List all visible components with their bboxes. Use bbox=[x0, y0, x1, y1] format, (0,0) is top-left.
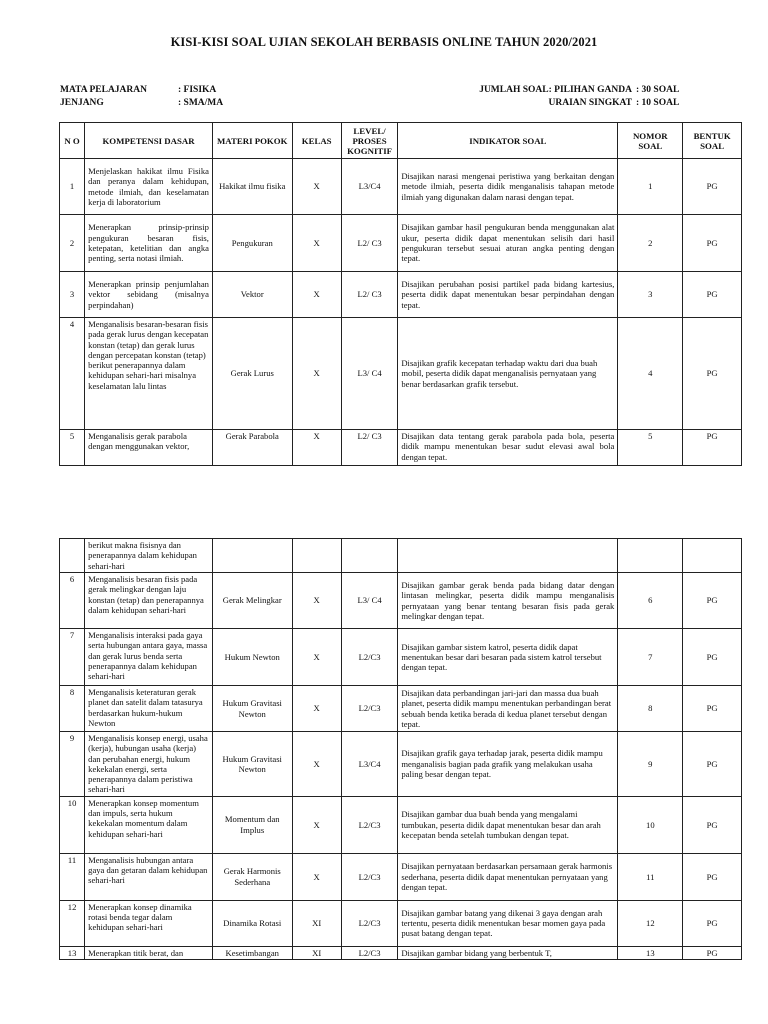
row-kompetensi: berikut makna fisisnya dan penerapannya dalam kehidupan sehari-hari bbox=[85, 539, 213, 573]
row-level: L3/C4 bbox=[341, 732, 398, 797]
row-bentuk: PG bbox=[683, 629, 742, 686]
row-kompetensi: Menganalisis hubungan antara gaya dan getaran dalam kehidupan sehari-hari bbox=[85, 853, 213, 900]
row-bentuk: PG bbox=[683, 430, 742, 466]
header-bentuk: BENTUK SOAL bbox=[683, 123, 742, 159]
row-nomor: 3 bbox=[618, 272, 683, 318]
table-row bbox=[60, 796, 742, 853]
row-no: 13 bbox=[60, 946, 85, 959]
row-kompetensi: Menerapkan konsep momentum dan impuls, serta hukum kekekalan momentum dalam kehidupan sehari-hari bbox=[85, 796, 213, 853]
row-bentuk: PG bbox=[683, 946, 742, 959]
row-level: L3/ C4 bbox=[341, 573, 398, 629]
row-kompetensi: Menganalisis interaksi pada gaya serta hubungan antara gaya, massa dan gerak lurus benda serta penerapannya dalam kehidupan sehari-hari bbox=[85, 629, 213, 686]
meta-right bbox=[472, 84, 679, 110]
row-kompetensi: Menganalisis gerak parabola dengan menggunakan vektor, bbox=[85, 430, 213, 466]
header-materi: MATERI POKOK bbox=[212, 123, 292, 159]
table-row bbox=[60, 732, 742, 797]
row-materi: Dinamika Rotasi bbox=[212, 900, 292, 946]
subject-value: : FISIKA bbox=[178, 85, 217, 95]
kisi-table-page1 bbox=[59, 122, 742, 466]
table-row bbox=[60, 900, 742, 946]
row-bentuk: PG bbox=[683, 272, 742, 318]
row-indikator: Disajikan perubahan posisi partikel pada bidang kartesius, peserta didik dapat menentukan besar perpindahan dengan tepat. bbox=[398, 272, 618, 318]
row-level: L2/ C3 bbox=[341, 215, 398, 272]
row-no: 3 bbox=[60, 272, 85, 318]
row-indikator: Disajikan narasi mengenai peristiwa yang berkaitan dengan metode ilmiah, peserta didik menganalisis tahapan metode ilmiah yang digunakan dalam narasi dengan tepat. bbox=[398, 159, 618, 215]
row-materi: Hukum Newton bbox=[212, 629, 292, 686]
essay-label: URAIAN SINGKAT bbox=[548, 98, 632, 108]
row-kelas bbox=[292, 539, 341, 573]
row-materi: Momentum dan Implus bbox=[212, 796, 292, 853]
row-materi bbox=[212, 539, 292, 573]
row-kompetensi: Menjelaskan hakikat ilmu Fisika dan peranya dalam kehidupan, metode ilmiah, dan keselamatan kerja di laboratorium bbox=[85, 159, 213, 215]
row-level: L2/C3 bbox=[341, 629, 398, 686]
row-indikator: Disajikan grafik kecepatan terhadap waktu dari dua buah mobil, peserta didik dapat menganalisis pernyataan yang benar berdasarkan grafik tersebut. bbox=[398, 318, 618, 430]
row-nomor: 10 bbox=[618, 796, 683, 853]
row-kompetensi: Menerapkan prinsip penjumlahan vektor sebidang (misalnya perpindahan) bbox=[85, 272, 213, 318]
row-materi: Hukum Gravitasi Newton bbox=[212, 732, 292, 797]
header-kompetensi: KOMPETENSI DASAR bbox=[85, 123, 213, 159]
row-indikator: Disajikan gambar dua buah benda yang mengalami tumbukan, peserta didik dapat menentukan besar dan arah kecepatan benda setelah tumbukan dengan tepat. bbox=[398, 796, 618, 853]
header-indikator: INDIKATOR SOAL bbox=[398, 123, 618, 159]
row-kompetensi: Menerapkan titik berat, dan bbox=[85, 946, 213, 959]
row-bentuk: PG bbox=[683, 796, 742, 853]
row-no: 8 bbox=[60, 686, 85, 732]
row-bentuk: PG bbox=[683, 853, 742, 900]
row-kelas: X bbox=[292, 215, 341, 272]
row-bentuk bbox=[683, 539, 742, 573]
row-no: 5 bbox=[60, 430, 85, 466]
row-indikator: Disajikan gambar batang yang dikenai 3 gaya dengan arah tertentu, peserta didik menentukan besar momen gaya pada pusat batang dengan tepat. bbox=[398, 900, 618, 946]
row-bentuk: PG bbox=[683, 215, 742, 272]
row-kelas: X bbox=[292, 272, 341, 318]
subject-label: MATA PELAJARAN bbox=[60, 85, 147, 95]
row-kompetensi: Menerapkan prinsip-prinsip pengukuran besaran fisis, ketepatan, ketelitian dan angka penting, serta notasi ilmiah. bbox=[85, 215, 213, 272]
row-no: 6 bbox=[60, 573, 85, 629]
count-label: JUMLAH SOAL: PILIHAN GANDA bbox=[479, 85, 632, 95]
row-no: 11 bbox=[60, 853, 85, 900]
count-value: : 30 SOAL bbox=[636, 85, 680, 95]
row-indikator: Disajikan grafik gaya terhadap jarak, peserta didik mampu menganalisis bagian pada grafik yang melakukan usaha paling besar dengan tepat. bbox=[398, 732, 618, 797]
row-nomor: 5 bbox=[618, 430, 683, 466]
row-kelas: X bbox=[292, 629, 341, 686]
row-indikator: Disajikan gambar bidang yang berbentuk T, bbox=[398, 946, 618, 959]
header-kelas: KELAS bbox=[292, 123, 341, 159]
row-nomor: 7 bbox=[618, 629, 683, 686]
table-row bbox=[60, 215, 742, 272]
row-nomor: 4 bbox=[618, 318, 683, 430]
row-nomor bbox=[618, 539, 683, 573]
row-level: L2/C3 bbox=[341, 853, 398, 900]
level-label: JENJANG bbox=[60, 98, 104, 108]
row-kelas: X bbox=[292, 159, 341, 215]
table-row bbox=[60, 853, 742, 900]
row-indikator: Disajikan data tentang gerak parabola pada bola, peserta didik mampu menentukan besar sudut elevasi awal bola dengan tepat. bbox=[398, 430, 618, 466]
row-materi: Gerak Harmonis Sederhana bbox=[212, 853, 292, 900]
row-materi: Gerak Parabola bbox=[212, 430, 292, 466]
table-row bbox=[60, 573, 742, 629]
table-row bbox=[60, 686, 742, 732]
row-materi: Hakikat ilmu fisika bbox=[212, 159, 292, 215]
row-indikator bbox=[398, 539, 618, 573]
level-value: : SMA/MA bbox=[178, 98, 224, 108]
table-row bbox=[60, 946, 742, 959]
row-kelas: X bbox=[292, 732, 341, 797]
row-level: L2/C3 bbox=[341, 900, 398, 946]
row-kelas: X bbox=[292, 686, 341, 732]
row-kelas: X bbox=[292, 318, 341, 430]
row-kelas: X bbox=[292, 853, 341, 900]
row-level: L3/ C4 bbox=[341, 318, 398, 430]
row-level: L2/ C3 bbox=[341, 430, 398, 466]
header-level: LEVEL/ PROSES KOGNITIF bbox=[341, 123, 398, 159]
row-kelas: X bbox=[292, 796, 341, 853]
row-kelas: X bbox=[292, 430, 341, 466]
row-kompetensi: Menganalisis besaran-besaran fisis pada gerak lurus dengan kecepatan konstan (tetap) dan gerak lurus dengan percepatan konstan (tetap) berikut penerapannya dalam kehidupan sehari-hari misalnya keselamatan lalu lintas bbox=[85, 318, 213, 430]
row-nomor: 9 bbox=[618, 732, 683, 797]
row-bentuk: PG bbox=[683, 159, 742, 215]
row-materi: Hukum Gravitasi Newton bbox=[212, 686, 292, 732]
row-bentuk: PG bbox=[683, 686, 742, 732]
row-indikator: Disajikan gambar gerak benda pada bidang datar dengan lintasan melingkar, peserta didik mampu menganalisis pernyataan yang benar tentang besaran fisis pada gerak melingkar dengan tepat. bbox=[398, 573, 618, 629]
row-kompetensi: Menganalisis keteraturan gerak planet dan satelit dalam tatasurya berdasarkan hukum-hukum Newton bbox=[85, 686, 213, 732]
row-materi: Pengukuran bbox=[212, 215, 292, 272]
row-level: L2/ C3 bbox=[341, 272, 398, 318]
row-kompetensi: Menganalisis besaran fisis pada gerak melingkar dengan laju konstan (tetap) dan penerapannya dalam kehidupan sehari-hari bbox=[85, 573, 213, 629]
row-kompetensi: Menerapkan konsep dinamika rotasi benda tegar dalam kehidupan sehari-hari bbox=[85, 900, 213, 946]
row-materi: Gerak Melingkar bbox=[212, 573, 292, 629]
header-no: N O bbox=[60, 123, 85, 159]
row-nomor: 11 bbox=[618, 853, 683, 900]
row-nomor: 2 bbox=[618, 215, 683, 272]
row-kelas: XI bbox=[292, 900, 341, 946]
row-no bbox=[60, 539, 85, 573]
header-row bbox=[60, 123, 742, 159]
row-kompetensi: Menganalisis konsep energi, usaha (kerja), hubungan usaha (kerja) dan perubahan energi, hukum kekekalan energi, serta penerapannya dalam peristiwa sehari-hari bbox=[85, 732, 213, 797]
row-level: L2/C3 bbox=[341, 946, 398, 959]
row-level: L3/C4 bbox=[341, 159, 398, 215]
table-row bbox=[60, 430, 742, 466]
row-nomor: 1 bbox=[618, 159, 683, 215]
essay-value: : 10 SOAL bbox=[636, 98, 680, 108]
table-row bbox=[60, 272, 742, 318]
row-materi: Kesetimbangan bbox=[212, 946, 292, 959]
row-bentuk: PG bbox=[683, 318, 742, 430]
header-nomor: NOMOR SOAL bbox=[618, 123, 683, 159]
table-row bbox=[60, 318, 742, 430]
row-no: 10 bbox=[60, 796, 85, 853]
row-indikator: Disajikan pernyataan berdasarkan persamaan gerak harmonis sederhana, peserta didik dapat menentukan pernyataan yang dengan tepat. bbox=[398, 853, 618, 900]
table-row bbox=[60, 629, 742, 686]
continuation-row bbox=[60, 539, 742, 573]
row-indikator: Disajikan gambar sistem katrol, peserta didik dapat menentukan besar dari besaran pada sistem katrol tersebut dengan tepat. bbox=[398, 629, 618, 686]
row-no: 1 bbox=[60, 159, 85, 215]
row-bentuk: PG bbox=[683, 732, 742, 797]
row-bentuk: PG bbox=[683, 900, 742, 946]
meta-left bbox=[60, 84, 223, 110]
row-kelas: X bbox=[292, 573, 341, 629]
row-no: 4 bbox=[60, 318, 85, 430]
row-materi: Vektor bbox=[212, 272, 292, 318]
row-no: 2 bbox=[60, 215, 85, 272]
document-title: KISI-KISI SOAL UJIAN SEKOLAH BERBASIS ONLINE TAHUN 2020/2021 bbox=[170, 35, 598, 49]
row-no: 9 bbox=[60, 732, 85, 797]
row-indikator: Disajikan data perbandingan jari-jari dan massa dua buah planet, peserta didik mampu menentukan perbandingan berat sebuah benda ketika berada di kedua planet tersebut dengan tepat. bbox=[398, 686, 618, 732]
row-nomor: 8 bbox=[618, 686, 683, 732]
row-materi: Gerak Lurus bbox=[212, 318, 292, 430]
row-bentuk: PG bbox=[683, 573, 742, 629]
row-nomor: 6 bbox=[618, 573, 683, 629]
row-nomor: 12 bbox=[618, 900, 683, 946]
row-no: 12 bbox=[60, 900, 85, 946]
row-no: 7 bbox=[60, 629, 85, 686]
kisi-table-page2 bbox=[59, 538, 742, 960]
row-kelas: XI bbox=[292, 946, 341, 959]
row-level bbox=[341, 539, 398, 573]
row-indikator: Disajikan gambar hasil pengukuran benda menggunakan alat ukur, peserta didik dapat menentukan selisih dari hasil pengukuran tersebut sesuai aturan angka penting dengan tepat. bbox=[398, 215, 618, 272]
row-level: L2/C3 bbox=[341, 796, 398, 853]
row-level: L2/C3 bbox=[341, 686, 398, 732]
table-row bbox=[60, 159, 742, 215]
row-nomor: 13 bbox=[618, 946, 683, 959]
